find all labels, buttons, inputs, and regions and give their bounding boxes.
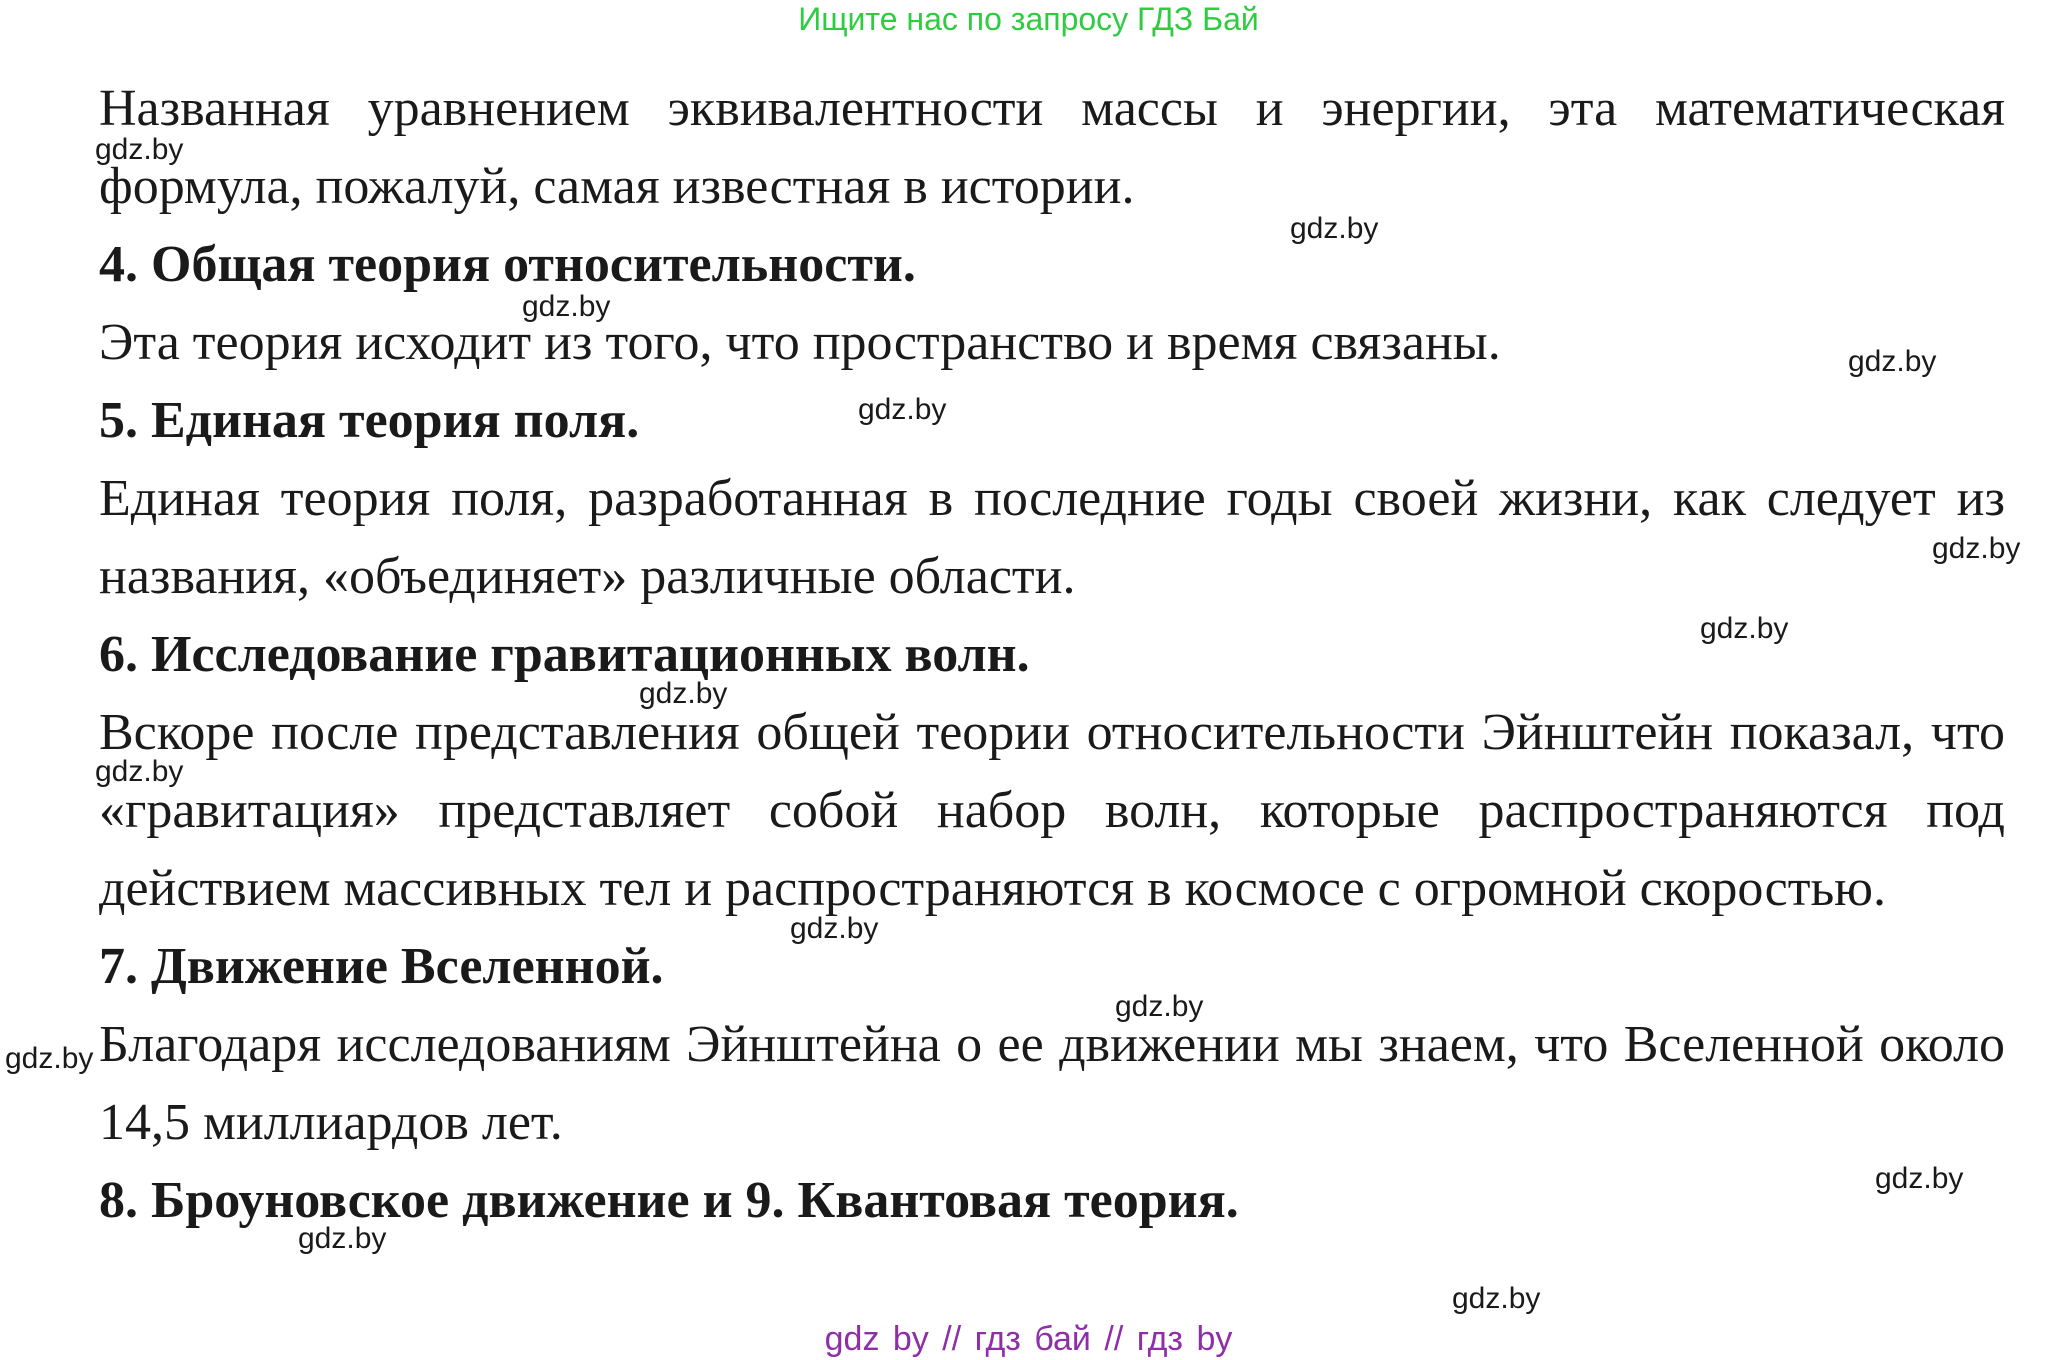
section-heading: 7. Движение Вселенной. bbox=[99, 938, 664, 995]
watermark: gdz.by bbox=[790, 912, 879, 945]
section-heading: 6. Исследование гравитационных волн. bbox=[99, 626, 1030, 683]
paragraph: Названная уравнением эквивалентности массы и энергии, эта математическая формула, пожалуй, самая известная в истории. bbox=[99, 80, 2005, 215]
watermark: gdz.by bbox=[1452, 1282, 1541, 1315]
watermark: gdz.by bbox=[1290, 212, 1379, 245]
watermark: gdz.by bbox=[5, 1042, 94, 1075]
watermark: gdz.by bbox=[522, 290, 611, 323]
section-heading: 5. Единая теория поля. bbox=[99, 392, 640, 449]
section-heading: 4. Общая теория относительности. bbox=[99, 236, 916, 293]
watermark: gdz.by bbox=[639, 677, 728, 710]
section-heading: 8. Броуновское движение и 9. Квантовая теория. bbox=[99, 1172, 1239, 1229]
watermark: gdz.by bbox=[1932, 532, 2021, 565]
watermark: gdz.by bbox=[1875, 1162, 1964, 1195]
watermark: gdz.by bbox=[1848, 345, 1937, 378]
paragraph: Единая теория поля, разработанная в последние годы своей жизни, как следует из названия, «объединяет» различные области. bbox=[99, 470, 2005, 605]
watermark: gdz.by bbox=[95, 755, 184, 788]
watermark: gdz.by bbox=[858, 393, 947, 426]
footer-watermark: gdz by // гдз бай // гдз by bbox=[824, 1320, 1233, 1358]
watermark: gdz.by bbox=[1700, 612, 1789, 645]
paragraph: Благодаря исследованиям Эйнштейна о ее движении мы знаем, что Вселенной около 14,5 миллиардов лет. bbox=[99, 1016, 2005, 1151]
watermark: gdz.by bbox=[1115, 990, 1204, 1023]
top-banner: Ищите нас по запросу ГДЗ Бай bbox=[798, 1, 1259, 37]
document-body bbox=[99, 70, 2005, 1240]
watermark: gdz.by bbox=[95, 133, 184, 166]
watermark: gdz.by bbox=[298, 1222, 387, 1255]
paragraph: Эта теория исходит из того, что пространство и время связаны. bbox=[99, 314, 1501, 371]
paragraph: Вскоре после представления общей теории относительности Эйнштейн показал, что «гравитация» представляет собой набор волн, которые распространяются под действием массивных тел и распространяются в космосе с огромной скоростью. bbox=[99, 704, 2005, 917]
